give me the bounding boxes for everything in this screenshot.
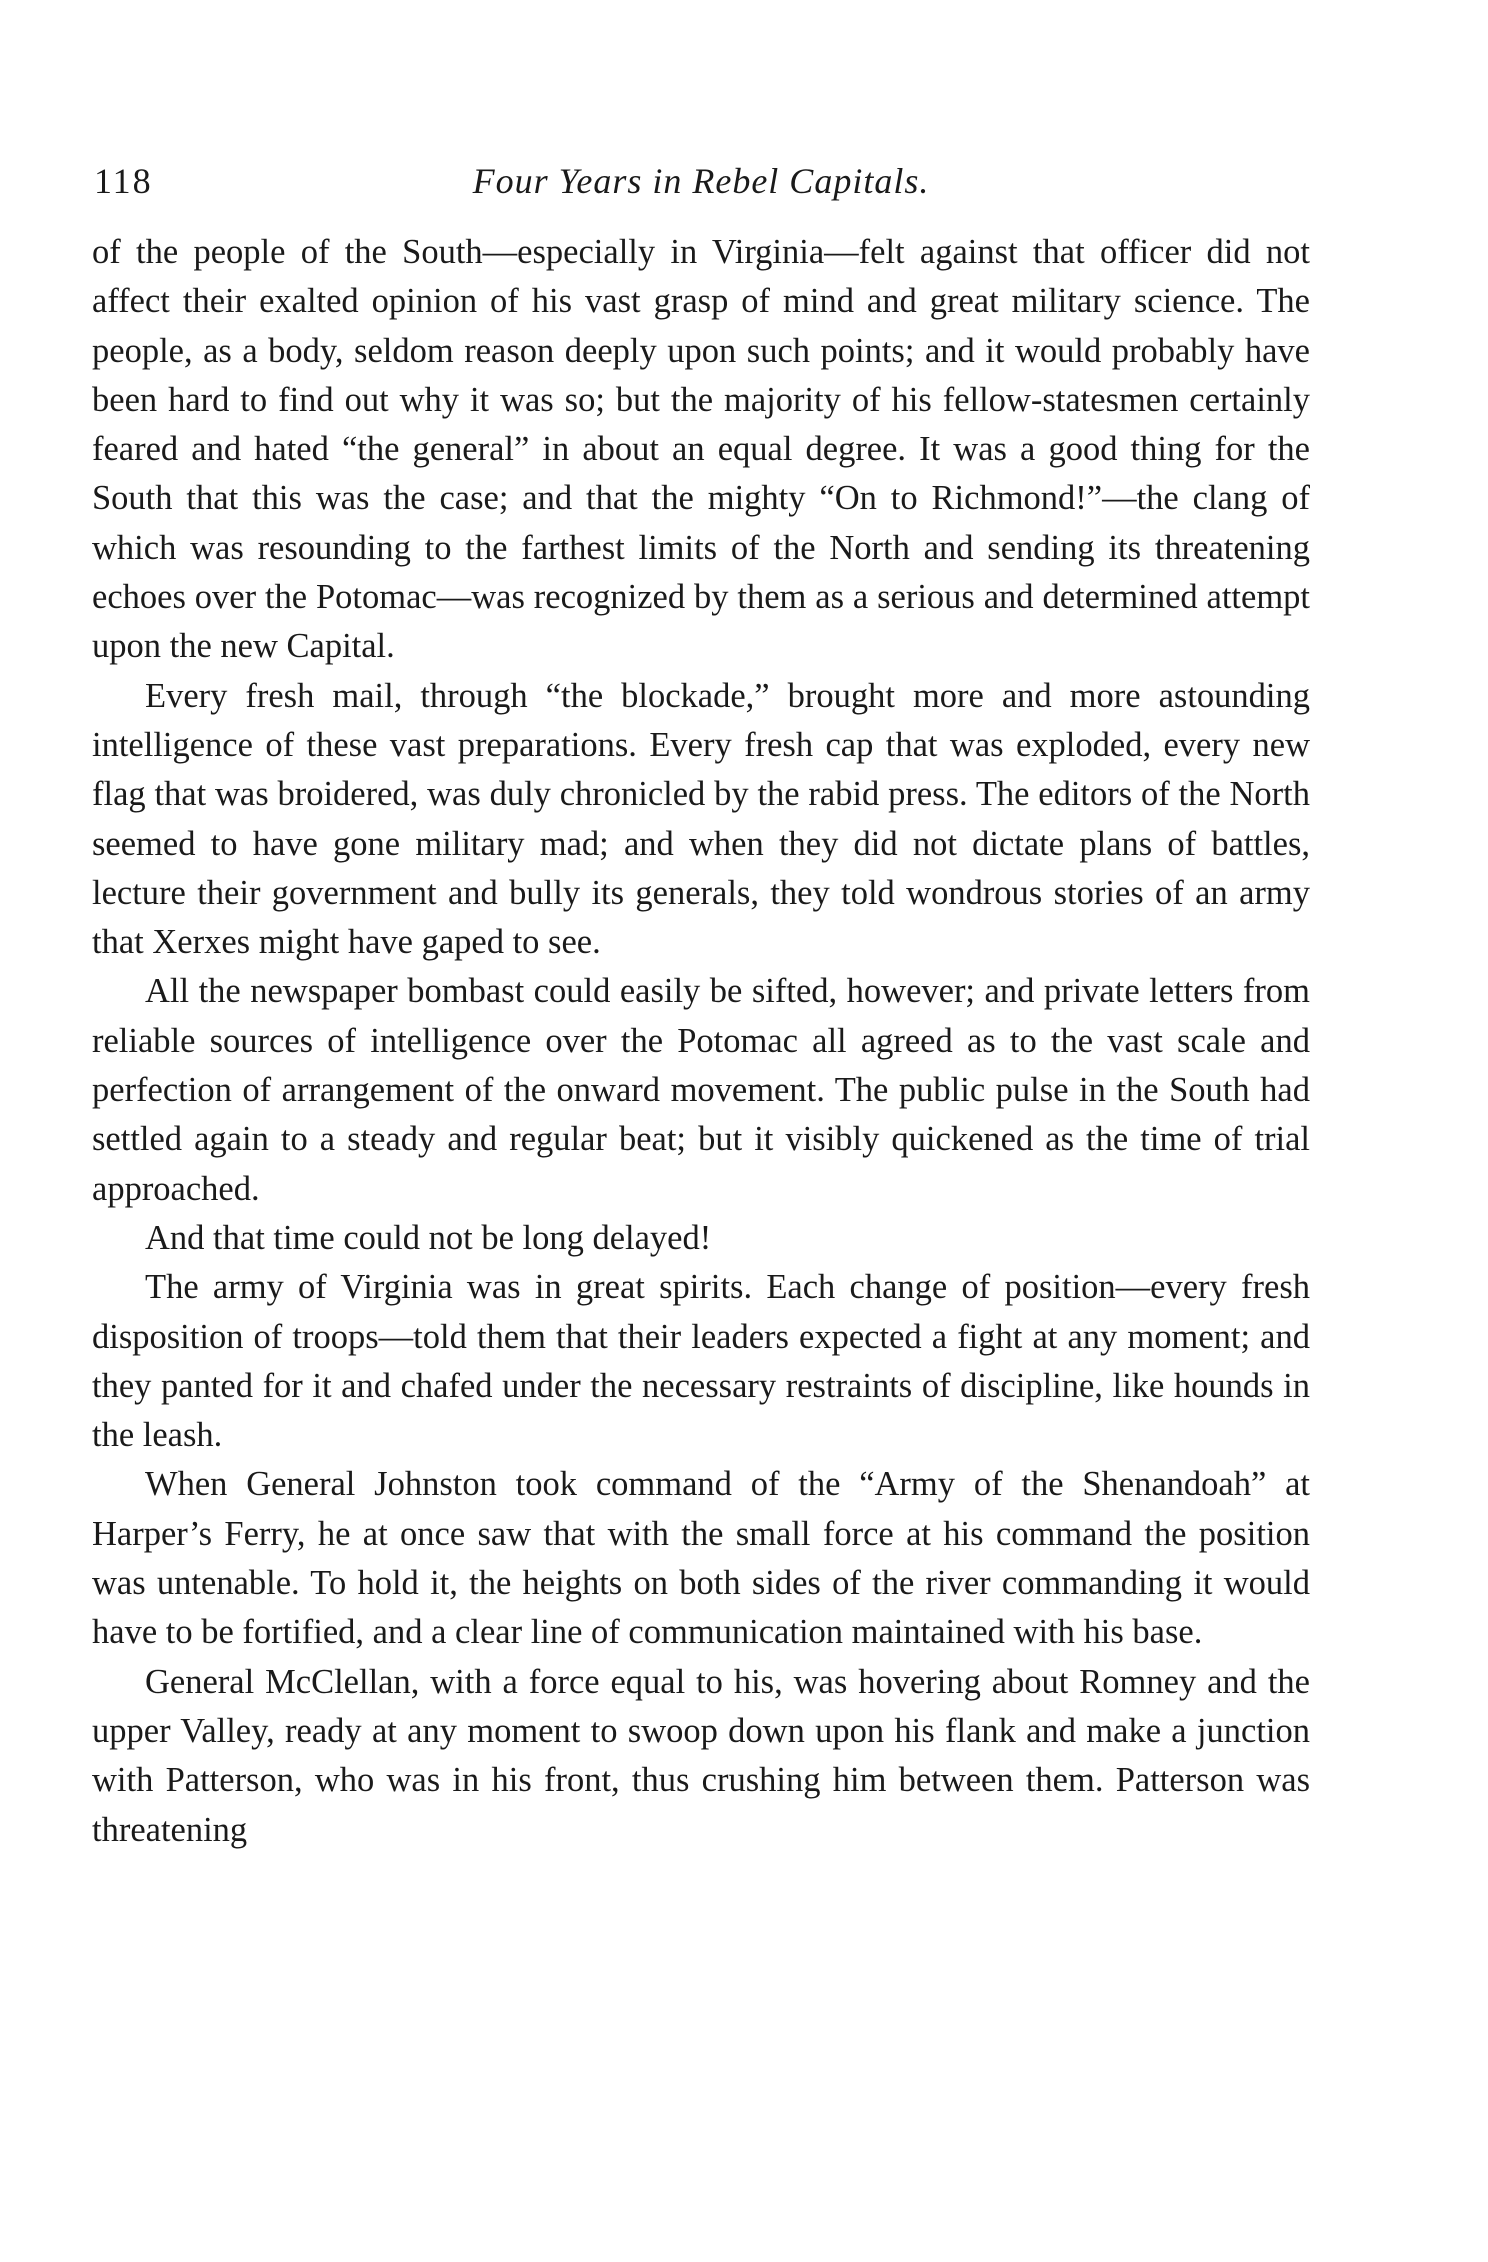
paragraph: The army of Virginia was in great spirits. Each change of position—every fresh disposition of troops—told them that their leaders expected a fight at any moment; and they panted for it and chafed under the necessary restraints of discipline, like hounds in the leash. [92, 1268, 1310, 1455]
paragraph: of the people of the South—especially in Virginia—felt against that officer did not affect their exalted opinion of his vast grasp of mind and great military science. The people, as a body, seldom reason deeply upon such points; and it would probably have been hard to find out why it was so; but the majority of his fellow-statesmen certainly feared and hated “the general” in about an equal degree. It was a good thing for the South that this was the case; and that the mighty “On to Richmond!”—the clang of which was resounding to the farthest limits of the North and sending its threatening echoes over the Potomac—was recognized by them as a serious and determined attempt upon the new Capital. [92, 233, 1310, 666]
page-header [92, 160, 1310, 216]
page-number: 118 [94, 161, 153, 201]
running-title: Four Years in Rebel Capitals. [472, 161, 930, 201]
paragraph: General McClellan, with a force equal to his, was hovering about Romney and the upper Valley, ready at any moment to swoop down upon his flank and make a junction with Patterson, who was in his front, thus crushing him between them. Patterson was threatening [92, 1662, 1310, 1849]
book-page [92, 160, 1310, 1855]
body-text [92, 228, 1310, 1855]
paragraph: All the newspaper bombast could easily be sifted, however; and private letters from reliable sources of intelligence over the Potomac all agreed as to the vast scale and perfection of arrangement of the onward movement. The public pulse in the South had settled again to a steady and regular beat; but it visibly quickened as the time of trial approached. [92, 972, 1310, 1208]
paragraph: When General Johnston took command of the “Army of the Shenandoah” at Harper’s Ferry, he at once saw that with the small force at his command the position was untenable. To hold it, the heights on both sides of the river commanding it would have to be fortified, and a clear line of communication maintained with his base. [92, 1465, 1310, 1652]
paragraph: Every fresh mail, through “the blockade,” brought more and more astounding intelligence of these vast preparations. Every fresh cap that was exploded, every new flag that was broidered, was duly chronicled by the rabid press. The editors of the North seemed to have gone military mad; and when they did not dictate plans of battles, lecture their government and bully its generals, they told wondrous stories of an army that Xerxes might have gaped to see. [92, 676, 1310, 962]
paragraph: And that time could not be long delayed! [145, 1218, 712, 1257]
